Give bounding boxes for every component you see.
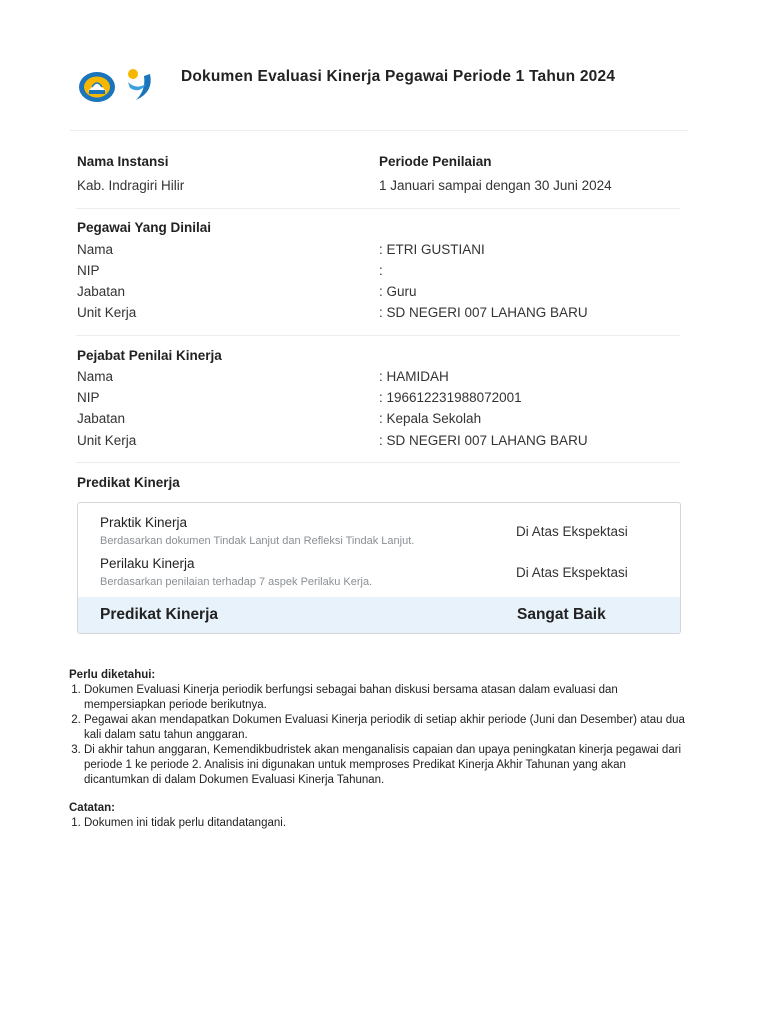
pegawai-key: Unit Kerja xyxy=(77,305,137,320)
predikat-summary-label: Predikat Kinerja xyxy=(100,606,219,623)
predikat-summary-value: Sangat Baik xyxy=(517,606,606,623)
pejabat-value: : HAMIDAH xyxy=(379,369,449,384)
predikat-card xyxy=(77,502,681,634)
notes-list xyxy=(69,683,689,788)
notes-item: 1. Dokumen Evaluasi Kinerja periodik berfungsi sebagai bahan diskusi bersama atasan dalam evaluasi dan mempersiapkan periode berikutnya. xyxy=(84,683,689,713)
periode-label: Periode Penilaian xyxy=(379,154,492,169)
pejabat-value: : SD NEGERI 007 LAHANG BARU xyxy=(379,433,588,448)
notes-section xyxy=(69,668,689,831)
periode-value: 1 Januari sampai dengan 30 Juni 2024 xyxy=(379,178,612,193)
merdeka-belajar-logo-icon xyxy=(126,68,158,104)
predikat-section-title: Predikat Kinerja xyxy=(77,475,180,490)
notes-title: Perlu diketahui: xyxy=(69,669,156,681)
catatan-item: 1. Dokumen ini tidak perlu ditandatangani. xyxy=(84,816,689,831)
notes-item: 2. Pegawai akan mendapatkan Dokumen Evaluasi Kinerja periodik di setiap akhir periode (Juni dan Desember) atau dua kali dalam satu tahun anggaran. xyxy=(84,713,689,743)
catatan-title: Catatan: xyxy=(69,802,116,814)
pegawai-value: : Guru xyxy=(379,284,417,299)
pegawai-value: : ETRI GUSTIANI xyxy=(379,242,485,257)
perilaku-kinerja-desc: Berdasarkan penilaian terhadap 7 aspek Perilaku Kerja. xyxy=(100,576,373,588)
pejabat-key: Jabatan xyxy=(77,411,126,426)
pegawai-section-title: Pegawai Yang Dinilai xyxy=(77,220,212,235)
praktik-kinerja-result: Di Atas Ekspektasi xyxy=(516,524,628,539)
divider xyxy=(76,335,680,336)
document-title: Dokumen Evaluasi Kinerja Pegawai Periode 1 Tahun 2024 xyxy=(181,68,616,85)
catatan-list xyxy=(69,816,689,831)
divider xyxy=(76,208,680,209)
pejabat-key: NIP xyxy=(77,390,100,405)
pegawai-key: Jabatan xyxy=(77,284,126,299)
praktik-kinerja-desc: Berdasarkan dokumen Tindak Lanjut dan Refleksi Tindak Lanjut. xyxy=(100,535,415,547)
pegawai-key: Nama xyxy=(77,242,114,257)
pejabat-section-title: Pejabat Penilai Kinerja xyxy=(77,348,222,363)
pegawai-key: NIP xyxy=(77,263,100,278)
pegawai-value: : SD NEGERI 007 LAHANG BARU xyxy=(379,305,588,320)
perilaku-kinerja-title: Perilaku Kinerja xyxy=(100,556,195,571)
kemendikbud-logo-icon xyxy=(78,70,116,104)
perilaku-kinerja-result: Di Atas Ekspektasi xyxy=(516,565,628,580)
pejabat-key: Nama xyxy=(77,369,114,384)
predikat-summary-row xyxy=(78,597,680,633)
instansi-value: Kab. Indragiri Hilir xyxy=(77,178,185,193)
pejabat-value: : Kepala Sekolah xyxy=(379,411,482,426)
divider xyxy=(76,462,680,463)
pejabat-key: Unit Kerja xyxy=(77,433,137,448)
praktik-kinerja-title: Praktik Kinerja xyxy=(100,515,188,530)
notes-item: 3. Di akhir tahun anggaran, Kemendikbudristek akan menganalisis capaian dan upaya peningkatan kinerja pegawai dari periode 1 ke periode 2. Analisis ini digunakan untuk memproses Predikat Kinerja Akhir Tahunan yang akan dicantumkan di dalam Dokumen Evaluasi Kinerja Tahunan. xyxy=(84,743,689,788)
pegawai-value: : xyxy=(379,263,383,278)
document-header xyxy=(70,60,688,131)
instansi-label: Nama Instansi xyxy=(77,154,169,169)
pejabat-value: : 196612231988072001 xyxy=(379,390,522,405)
